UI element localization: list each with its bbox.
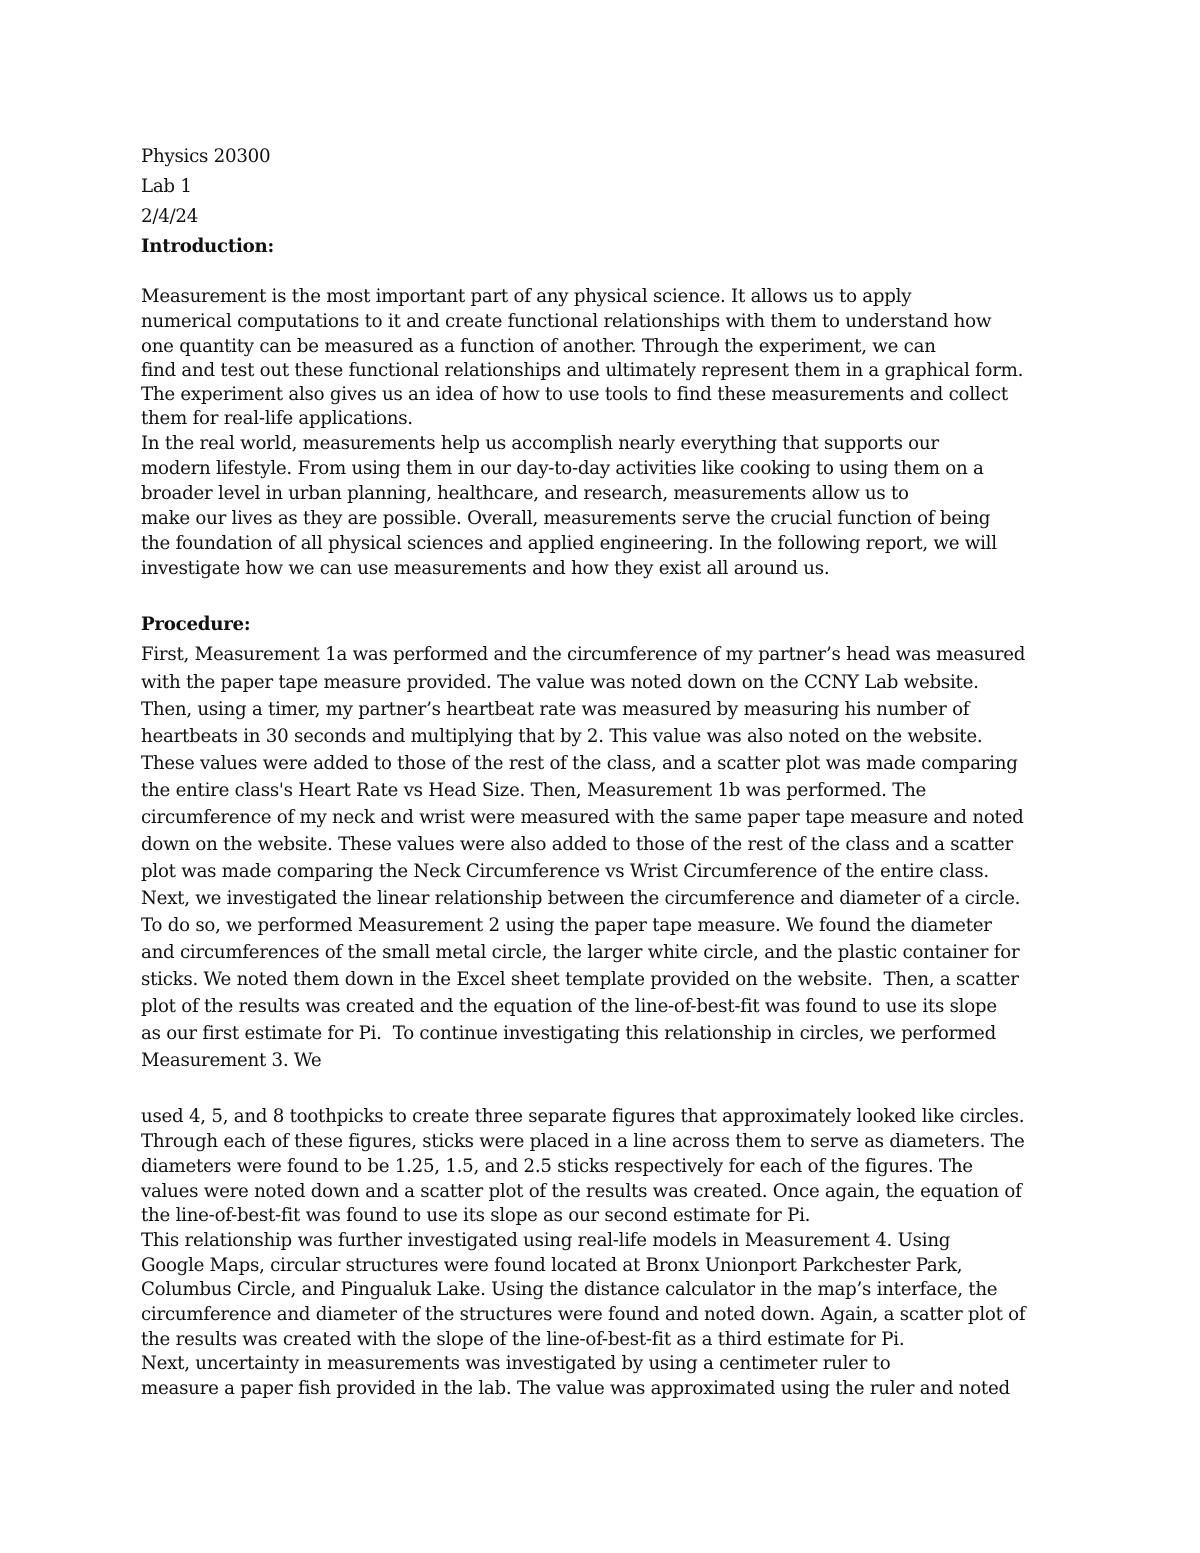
procedure-continued-line: Through each of these figures, sticks were placed in a line across them to serve as diameters. The <box>141 1131 1025 1152</box>
introduction-line: investigate how we can use measurements and how they exist all around us. <box>141 558 830 579</box>
course-title: Physics 20300 <box>141 146 271 167</box>
lab-number: Lab 1 <box>141 176 192 197</box>
introduction-line: the foundation of all physical sciences and applied engineering. In the following report, we will <box>141 533 997 554</box>
introduction-line: find and test out these functional relationships and ultimately represent them in a graphical form. <box>141 360 1024 381</box>
introduction-line: modern lifestyle. From using them in our day-to-day activities like cooking to using them on a <box>141 458 984 479</box>
procedure-continued-line: the line-of-best-fit was found to use its slope as our second estimate for Pi. <box>141 1205 811 1226</box>
introduction-line: make our lives as they are possible. Overall, measurements serve the crucial function of being <box>141 508 991 529</box>
introduction-line: them for real-life applications. <box>141 408 413 429</box>
procedure-line: Next, we investigated the linear relationship between the circumference and diameter of a circle. <box>141 888 1021 909</box>
introduction-line: The experiment also gives us an idea of how to use tools to find these measurements and collect <box>141 384 1008 405</box>
procedure-line: To do so, we performed Measurement 2 using the paper tape measure. We found the diameter <box>141 915 992 936</box>
procedure-continued-line: values were noted down and a scatter plot of the results was created. Once again, the equation of <box>141 1181 1022 1202</box>
procedure-continued-line: diameters were found to be 1.25, 1.5, and 2.5 sticks respectively for each of the figures. The <box>141 1156 973 1177</box>
procedure-line: and circumferences of the small metal circle, the larger white circle, and the plastic container for <box>141 942 1020 963</box>
report-date: 2/4/24 <box>141 206 199 227</box>
procedure-line: as our first estimate for Pi. To continue investigating this relationship in circles, we performed <box>141 1023 996 1044</box>
procedure-line: down on the website. These values were also added to those of the rest of the class and a scatter <box>141 834 1013 855</box>
introduction-line: broader level in urban planning, healthcare, and research, measurements allow us to <box>141 483 909 504</box>
procedure-line: These values were added to those of the rest of the class, and a scatter plot was made comparing <box>141 753 1018 774</box>
procedure-heading: Procedure: <box>141 614 251 635</box>
procedure-continued-line: Columbus Circle, and Pingualuk Lake. Using the distance calculator in the map’s interface, the <box>141 1279 998 1300</box>
procedure-line: plot was made comparing the Neck Circumference vs Wrist Circumference of the entire class. <box>141 861 989 882</box>
procedure-continued-line: Google Maps, circular structures were found located at Bronx Unionport Parkchester Park, <box>141 1255 963 1276</box>
introduction-line: numerical computations to it and create functional relationships with them to understand how <box>141 311 992 332</box>
introduction-line: Measurement is the most important part of any physical science. It allows us to apply <box>141 286 912 307</box>
procedure-continued-line: Next, uncertainty in measurements was investigated by using a centimeter ruler to <box>141 1353 891 1374</box>
procedure-line: circumference of my neck and wrist were measured with the same paper tape measure and noted <box>141 807 1024 828</box>
procedure-line: Measurement 3. We <box>141 1050 322 1071</box>
procedure-line: the entire class's Heart Rate vs Head Size. Then, Measurement 1b was performed. The <box>141 780 927 801</box>
procedure-line: First, Measurement 1a was performed and the circumference of my partner’s head was measured <box>141 644 1026 665</box>
procedure-line: Then, using a timer, my partner’s heartbeat rate was measured by measuring his number of <box>141 699 970 720</box>
procedure-continued-line: used 4, 5, and 8 toothpicks to create three separate figures that approximately looked like circles. <box>141 1106 1025 1127</box>
introduction-line: In the real world, measurements help us accomplish nearly everything that supports our <box>141 433 939 454</box>
procedure-continued-line: circumference and diameter of the structures were found and noted down. Again, a scatter plot of <box>141 1304 1026 1325</box>
procedure-continued-line: the results was created with the slope of the line-of-best-fit as a third estimate for Pi. <box>141 1329 905 1350</box>
procedure-line: plot of the results was created and the equation of the line-of-best-fit was found to use its slope <box>141 996 997 1017</box>
introduction-heading: Introduction: <box>141 236 274 257</box>
introduction-line: one quantity can be measured as a function of another. Through the experiment, we can <box>141 336 936 357</box>
procedure-continued-line: measure a paper fish provided in the lab. The value was approximated using the ruler and noted <box>141 1378 1010 1399</box>
procedure-continued-line: This relationship was further investigated using real-life models in Measurement 4. Using <box>141 1230 951 1251</box>
procedure-line: sticks. We noted them down in the Excel sheet template provided on the website. Then, a scatter <box>141 969 1019 990</box>
procedure-line: with the paper tape measure provided. The value was noted down on the CCNY Lab website. <box>141 672 979 693</box>
procedure-line: heartbeats in 30 seconds and multiplying that by 2. This value was also noted on the website. <box>141 726 983 747</box>
